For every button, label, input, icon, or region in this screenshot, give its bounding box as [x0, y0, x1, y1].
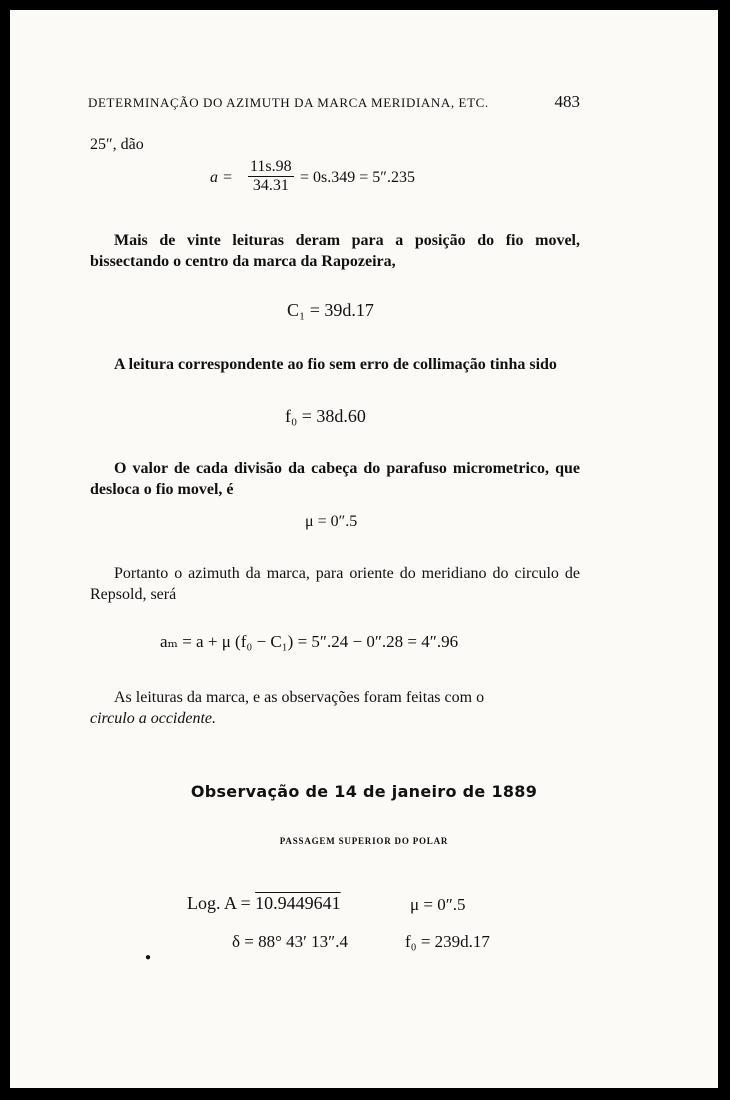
running-title: DETERMINAÇÃO DO AZIMUTH DA MARCA MERIDIANA, ETC. [88, 95, 489, 110]
paragraph-azimuth [90, 563, 580, 605]
paragraph-micrometer [90, 458, 580, 500]
formula-am: aₘ = a + μ (f₀ − C₁) = 5″.24 − 0″.28 = 4″.96 [160, 632, 459, 651]
document-page [10, 10, 718, 1088]
paragraph-collimation-text: A leitura correspondente ao fio sem erro de collimação tinha sido [114, 356, 557, 373]
paragraph-readings-text: As leituras da marca, e as observações foram feitas com o [114, 689, 485, 706]
paragraph-collimation [90, 354, 580, 375]
f0-value: f₀ = 239d.17 [405, 932, 490, 951]
section-subtitle: PASSAGEM SUPERIOR DO POLAR [279, 836, 449, 846]
mu-value: μ = 0″.5 [410, 895, 466, 914]
paragraph-readings-italic: circulo a occidente. [90, 710, 217, 727]
delta-value: δ = 88° 43′ 13″.4 [232, 932, 348, 951]
fraction-denominator: 34.31 [252, 177, 289, 194]
paragraph-micrometer-text: O valor de cada divisão da cabeça do parafuso micrometrico, que desloca o fio movel, é [90, 460, 580, 498]
intro-text: 25″, dão [90, 136, 144, 153]
fraction-numerator: 11s.98 [250, 158, 292, 175]
fraction [248, 158, 294, 195]
formula-f0: f₀ = 38d.60 [285, 406, 366, 426]
log-a-label: Log. A = [187, 893, 251, 913]
paragraph-rapozeira-text: Mais de vinte leituras deram para a posição do fio movel, bissectando o centro da marca da Rapozeira, [90, 232, 580, 270]
paragraph-readings [90, 687, 580, 729]
formula-mu: μ = 0″.5 [305, 513, 358, 530]
log-a-line [187, 893, 341, 914]
paragraph-rapozeira [90, 230, 580, 272]
log-a-value: 10.9449641 [255, 893, 341, 913]
ink-mark: ● [145, 952, 152, 963]
formula-a-lhs: a = [210, 169, 233, 186]
paragraph-azimuth-text: Portanto o azimuth da marca, para oriente do meridiano do circulo de Repsold, será [90, 565, 580, 603]
section-title: Observação de 14 de janeiro de 1889 [190, 782, 538, 801]
running-header [88, 92, 580, 112]
page-number: 483 [554, 92, 580, 111]
formula-a-rhs: = 0s.349 = 5″.235 [300, 169, 415, 186]
formula-c1: C₁ = 39d.17 [287, 300, 374, 320]
